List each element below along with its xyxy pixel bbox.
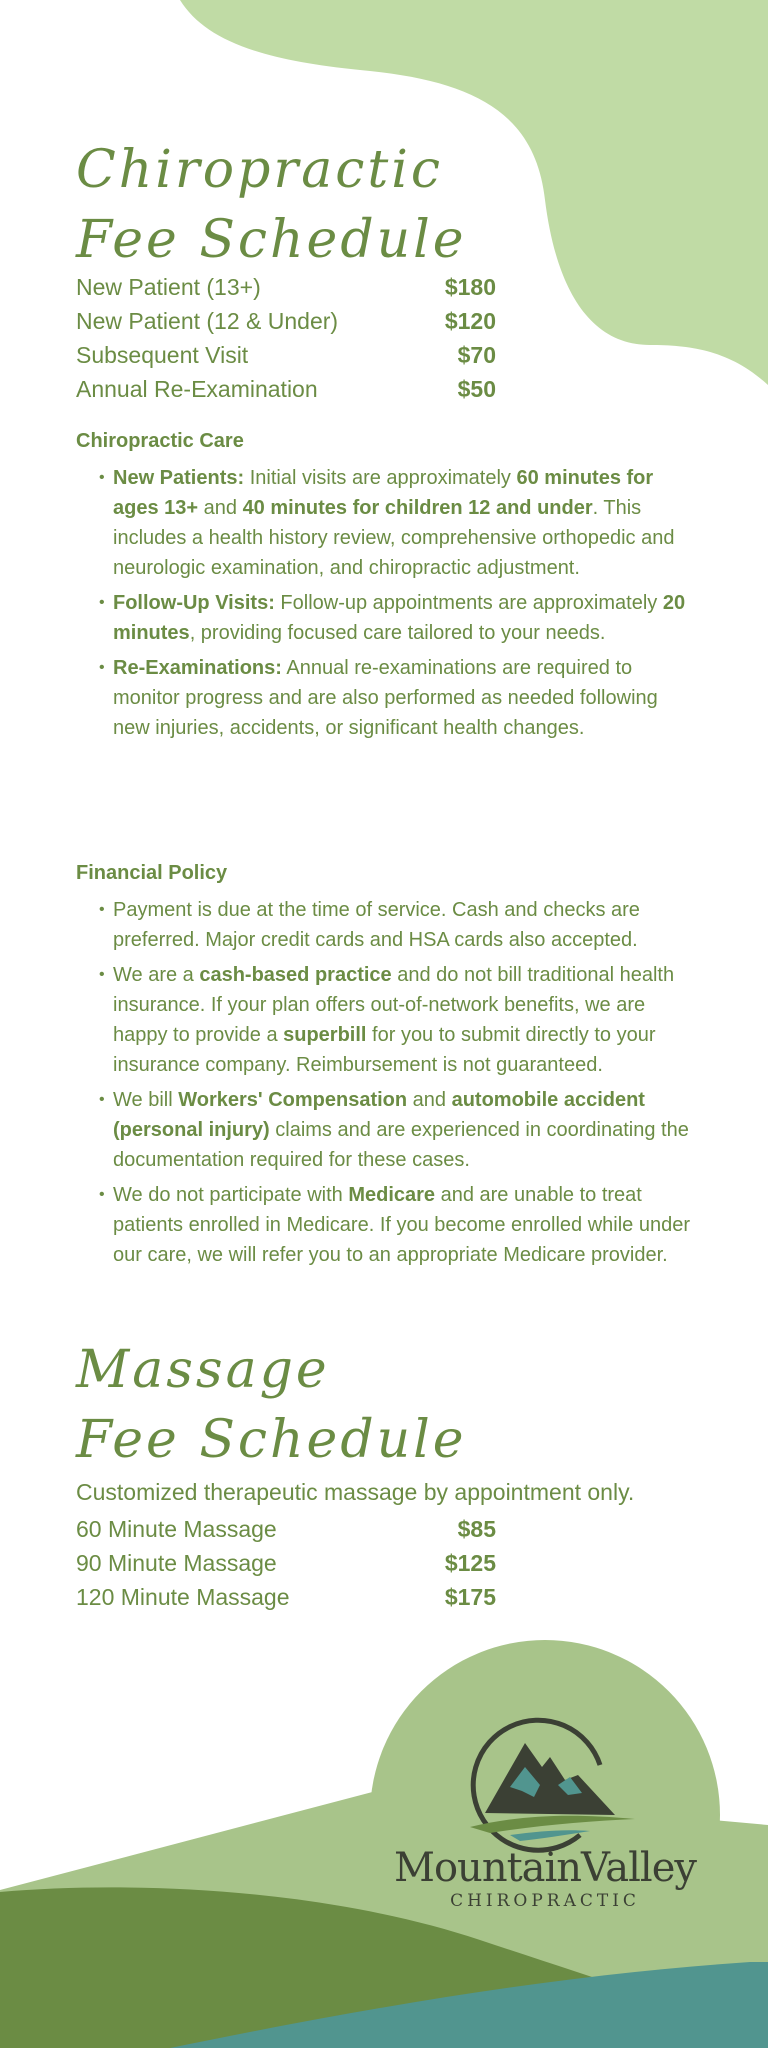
- item-bold: cash-based practice: [199, 964, 392, 986]
- item-bold: automobile accident (personal injury): [113, 1089, 645, 1141]
- item-text: We bill: [113, 1089, 179, 1111]
- fee-row: [76, 338, 496, 372]
- logo-subtitle: CHIROPRACTIC: [450, 1891, 640, 1911]
- fee-price: $125: [444, 1550, 496, 1576]
- financial-policy-section: [76, 862, 696, 1275]
- list-item: • Payment is due at the time of service. Cash and checks are preferred. Major credit cards and HSA cards also accepted.: [113, 895, 696, 955]
- fee-service: New Patient (12 & Under): [76, 308, 339, 334]
- item-bold: 40 minutes for children 12 and under: [242, 497, 593, 519]
- section-heading: Chiropractic Care: [76, 430, 244, 452]
- massage-title-line2: Fee Schedule: [76, 1410, 467, 1470]
- list-item: [113, 588, 696, 648]
- section-heading: Financial Policy: [76, 862, 228, 884]
- item-text: Annual re-examinations are required to monitor progress and are also performed as needed following new injuries, accidents, or significant health changes.: [113, 657, 658, 739]
- logo-name: MountainValley: [394, 1845, 696, 1891]
- item-text: Follow-up appointments are approximately: [274, 592, 663, 614]
- item-text: We are a: [113, 964, 200, 986]
- list-item: [113, 1085, 696, 1175]
- massage-intro: Customized therapeutic massage by appointment only.: [76, 1479, 635, 1505]
- fee-row: [76, 1580, 496, 1614]
- list-item: [113, 463, 696, 583]
- fee-service: Subsequent Visit: [76, 342, 249, 368]
- fee-service: New Patient (13+): [76, 274, 261, 300]
- mountain-logo-icon: [450, 1705, 650, 1855]
- item-bold: Medicare: [348, 1184, 436, 1206]
- item-bold: 60 minutes for ages 13+: [113, 467, 654, 519]
- logo: [392, 1846, 698, 1912]
- fee-price: $85: [457, 1516, 496, 1542]
- item-text: . This includes a health history review, comprehensive orthopedic and neurologic examination, and chiropractic adjustment.: [113, 497, 675, 579]
- item-bold: superbill: [283, 1024, 367, 1046]
- financial-list: [76, 895, 696, 1270]
- chiropractic-care-section: [76, 430, 696, 748]
- massage-title-line1: Massage: [76, 1340, 330, 1400]
- massage-fee-table: [76, 1512, 496, 1614]
- item-text: for you to submit directly to your insurance company. Reimbursement is not guaranteed.: [113, 1024, 656, 1076]
- fee-row: [76, 270, 496, 304]
- list-item: [113, 653, 696, 743]
- item-text: We do not participate with: [113, 1184, 349, 1206]
- chiropractic-fee-table: [76, 270, 496, 406]
- list-item: [113, 960, 696, 1080]
- fee-row: [76, 304, 496, 338]
- item-text: and: [407, 1089, 452, 1111]
- fee-row: [76, 1512, 496, 1546]
- fee-price: $50: [457, 376, 496, 402]
- chiropractic-title-line2: Fee Schedule: [76, 210, 467, 270]
- fee-service: 90 Minute Massage: [76, 1550, 277, 1576]
- chiropractic-title-line1: Chiropractic: [76, 140, 443, 200]
- care-list: [76, 463, 696, 743]
- item-text: claims and are experienced in coordinating the documentation required for these cases.: [113, 1119, 689, 1171]
- item-text: and are unable to treat patients enrolled in Medicare. If you become enrolled while under our care, we will refer you to an appropriate Medicare provider.: [113, 1184, 691, 1266]
- item-bold: Workers' Compensation: [178, 1089, 408, 1111]
- item-text: and: [198, 497, 243, 519]
- fee-service: Annual Re-Examination: [76, 376, 318, 402]
- item-label: New Patients:: [113, 467, 245, 489]
- list-item: [113, 1180, 696, 1270]
- item-text: Initial visits are approximately: [244, 467, 517, 489]
- item-label: Re-Examinations:: [113, 657, 282, 679]
- fee-service: 60 Minute Massage: [76, 1516, 277, 1542]
- fee-price: $180: [444, 274, 496, 300]
- fee-row: [76, 1546, 496, 1580]
- item-label: Follow-Up Visits:: [113, 592, 275, 614]
- item-bold: 20 minutes: [113, 592, 686, 644]
- fee-service: 120 Minute Massage: [76, 1584, 290, 1610]
- fee-price: $70: [457, 342, 496, 368]
- fee-row: [76, 372, 496, 406]
- fee-price: $175: [444, 1584, 496, 1610]
- item-text: and do not bill traditional health insurance. If your plan offers out-of-network benefits, we are happy to provide a: [113, 964, 675, 1046]
- item-text: , providing focused care tailored to your needs.: [189, 622, 606, 644]
- fee-price: $120: [444, 308, 496, 334]
